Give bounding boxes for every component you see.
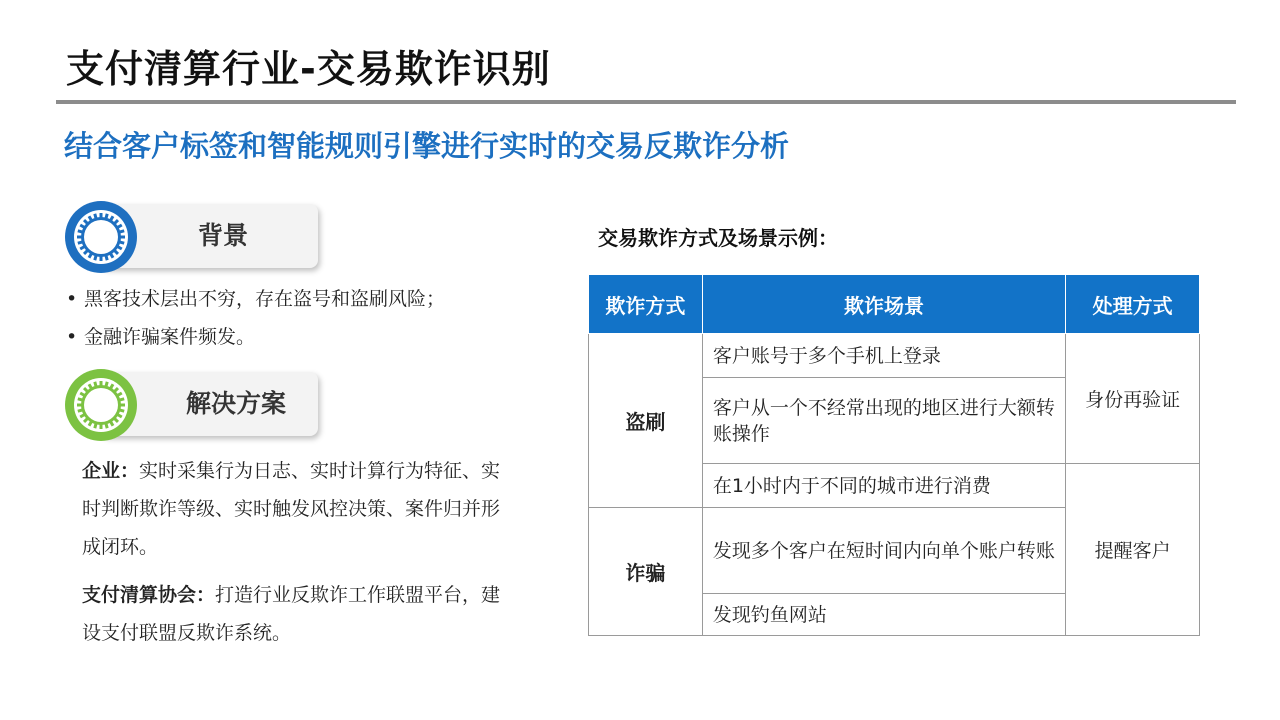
fraud-table xyxy=(588,274,1200,636)
list-item: • 黑客技术层出不穷，存在盗号和盗刷风险； xyxy=(66,288,446,310)
method-cell: 诈骗 xyxy=(589,508,703,636)
enterprise-text: 实时采集行为日志、实时计算行为特征、实时判断欺诈等级、实时触发风控决策、案件归并形成闭环。 xyxy=(82,460,501,558)
handling-cell: 身份再验证 xyxy=(1066,334,1200,464)
scene-cell: 在1小时内于不同的城市进行消费 xyxy=(702,464,1065,508)
header-method: 欺诈方式 xyxy=(589,275,703,334)
title-divider xyxy=(56,100,1236,104)
header-scene: 欺诈场景 xyxy=(702,275,1065,334)
table-header-row xyxy=(589,275,1200,334)
background-badge xyxy=(64,200,320,274)
scene-cell: 发现钓鱼网站 xyxy=(702,594,1065,636)
list-item: • 金融诈骗案件频发。 xyxy=(66,326,256,348)
scene-cell: 发现多个客户在短时间内向单个账户转账 xyxy=(702,508,1065,594)
table-row xyxy=(589,334,1200,378)
gear-icon xyxy=(64,200,138,274)
scene-cell: 客户账号于多个手机上登录 xyxy=(702,334,1065,378)
header-handling: 处理方式 xyxy=(1066,275,1200,334)
scene-cell: 客户从一个不经常出现的地区进行大额转账操作 xyxy=(702,378,1065,464)
background-list xyxy=(66,284,445,360)
enterprise-label: 企业： xyxy=(82,460,140,482)
gear-icon xyxy=(64,368,138,442)
page-subtitle: 结合客户标签和智能规则引擎进行实时的交易反欺诈分析 xyxy=(64,129,790,163)
background-item-1: 黑客技术层出不穷，存在盗号和盗刷风险； xyxy=(84,288,446,310)
background-heading: 背景 xyxy=(198,221,249,250)
method-cell: 盗刷 xyxy=(589,334,703,508)
association-label: 支付清算协会： xyxy=(82,584,216,606)
association-paragraph xyxy=(82,576,502,652)
enterprise-paragraph xyxy=(82,452,502,566)
association-text: 打造行业反欺诈工作联盟平台，建设支付联盟反欺诈系统。 xyxy=(82,584,501,644)
page-title: 支付清算行业-交易欺诈识别 xyxy=(66,47,551,91)
handling-cell: 提醒客户 xyxy=(1066,464,1200,636)
solution-badge xyxy=(64,368,320,442)
solution-heading: 解决方案 xyxy=(186,389,287,418)
table-caption: 交易欺诈方式及场景示例： xyxy=(598,226,838,250)
background-item-2: 金融诈骗案件频发。 xyxy=(84,326,256,348)
